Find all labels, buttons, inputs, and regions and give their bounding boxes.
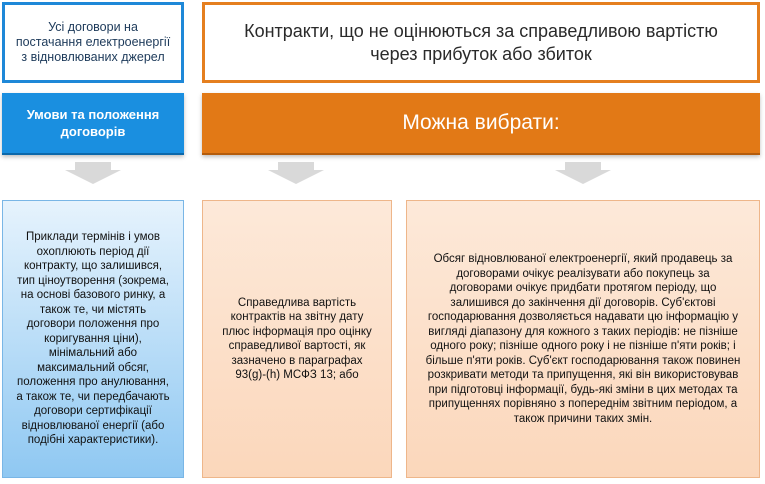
terms-conditions-text: Умови та положення договорів [26,107,160,139]
terms-conditions-header [2,93,184,155]
fair-value-option-text: Справедлива вартість контрактів на звітну дату плюс інформація про оцінку справедливої вартості, як зазначено в параграфах 93(g)-(h) МСФЗ 13; або [222,296,372,381]
fair-value-option-box [202,200,392,478]
terms-examples-box [2,200,184,478]
volume-option-box [406,200,760,478]
all-contracts-text: Усі договори на постачання електроенергії з відновлюваних джерел [15,20,171,64]
down-arrow-left-icon [65,170,121,184]
can-choose-header [202,93,760,155]
terms-examples-text: Приклади термінів і умов охоплюють період дії контракту, що залишився, тип ціноутворення (зокрема, на основі базового ринку, а також те, чи містять договори положення про коригування ціни), мінімальний або максимальний обсяг, положення про анулювання, а також те, чи передбачають договори сертифікації відновлюваної енергії (або подібні характеристики). [16,231,170,447]
volume-option-text: Обсяг відновлюваної електроенергії, який продавець за договорами очікує реалізувати або покупець за договорами очікує придбати протягом періоду, що залишився до закінчення дії договорів. Суб'єктові господарювання дозволяється надавати цю інформацію у вигляді діапазону для кожного з таких періодів: не пізніше одного року; пізніше одного року і не пізніше п'яти років; і більше п'яти років. Суб'єкт господарювання також повинен розкривати методи та припущення, які він використовував при підготовці інформації, будь-які зміни в цих методах та припущеннях порівняно з попереднім звітним періодом, а також причини таких змін. [425,253,741,425]
all-contracts-box [2,2,184,83]
down-arrow-right-icon [555,170,611,184]
down-arrow-middle-icon [268,170,324,184]
contracts-not-fvtpl-text: Контракти, що не оцінюються за справедливою вартістю через прибуток або збиток [244,20,718,64]
contracts-not-fvtpl-box [202,2,760,83]
can-choose-text: Можна вибрати: [402,111,560,134]
